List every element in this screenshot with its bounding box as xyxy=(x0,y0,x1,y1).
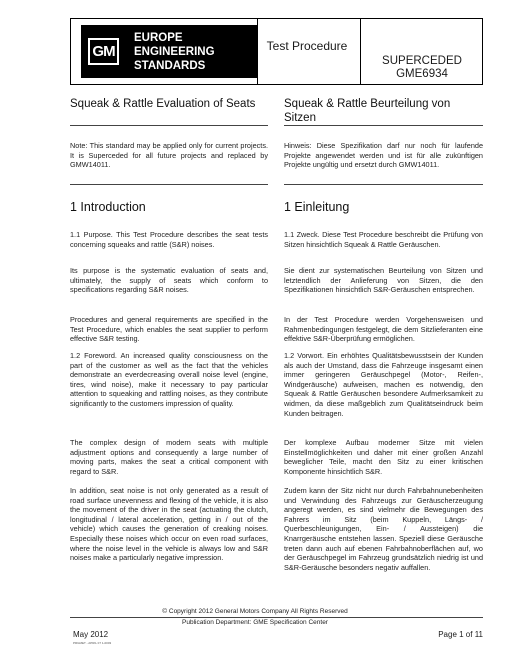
paragraph-de: In der Test Procedure werden Vorgehensweisen und Rahmenbedingungen festgelegt, die dem Sitzlieferanten eine effektive S&R-Überprüfung ermöglichen. xyxy=(284,315,483,344)
org-line-1: EUROPE xyxy=(134,32,183,44)
paragraph-de: Sie dient zur systematischen Beurteilung von Sitzen und letztendlich der Anlieferung von Sitzen, die den Spezifikationen hinsichtlich S&R-Geräuschen entsprechen. xyxy=(284,266,483,295)
gm-logo-block xyxy=(81,25,257,78)
paragraph-de: Zudem kann der Sitz nicht nur durch Fahrbahnunebenheiten und Verwindung des Fahrzeugs zur Geräuscherzeugung angeregt werden, es sind vielmehr die Bewegungen des Fahrers im Sitz (beim Kuppeln, Längs- / Querbeschleunigungen, Ein- / Aussteigen) die Knarrgeräusche entstehen lassen. Speziell diese Geräusche treten dann auch auf ebenen Fahrbahnoberflächen auf, wo der Geräuschpegel im Fahrzeug grundsätzlich niedrig ist und S&R-Geräusche besonders negativ auffallen. xyxy=(284,486,483,572)
section-heading-de: 1 Einleitung xyxy=(284,200,350,214)
note-rule-en xyxy=(70,184,268,185)
org-line-2: ENGINEERING xyxy=(134,46,215,58)
note-rule-de xyxy=(284,184,483,185)
title-de: Squeak & Rattle Beurteilung von Sitzen xyxy=(284,98,451,124)
paragraph-foreword-de: 1.2 Vorwort. Ein erhöhtes Qualitätsbewusstsein der Kunden als auch der Umstand, dass die Fahrzeuge insgesamt einen immer geringeren Geräuschpegel (Motor-, Reifen-, Windgeräusche) aufweisen, machen es notwendig, den Squeak & Rattle Geräuschen besondere Aufmerksamkeit zu widmen, da diese maßgeblich zum Qualitätseindruck beim Kunden beitragen. xyxy=(284,351,483,418)
standard-code: GME6934 xyxy=(396,68,448,80)
standard-status: SUPERCEDED xyxy=(382,55,462,67)
paragraph-en: Procedures and general requirements are specified in the Test Procedure, which enables the seat supplier to perform effective S&R testing. xyxy=(70,315,268,344)
title-rule-de xyxy=(284,125,483,126)
doc-type: Test Procedure xyxy=(266,39,348,53)
org-line-3: STANDARDS xyxy=(134,60,206,72)
copyright-notice: © Copyright 2012 General Motors Company All Rights Reserved xyxy=(162,608,348,615)
page-number: Page 1 of 11 xyxy=(438,630,483,639)
paragraph-foreword-en: 1.2 Foreword. An increased quality consciousness on the part of the customer as well as the fact that the vehicles demonstrate an everdecreasing overall noise level (engine, tires, wind noise), make it necessary to pay particular attention to squeaking and rattling noises, as they contribute significantly to the customers impression of quality. xyxy=(70,351,268,408)
header-box xyxy=(70,18,483,85)
footer-date: May 2012 xyxy=(73,630,109,639)
paragraph-purpose-en: 1.1 Purpose. This Test Procedure describes the seat tests concerning squeaks and rattle (S&R) noises. xyxy=(70,230,268,249)
paragraph-en: In addition, seat noise is not only generated as a result of road surface unevenness and flexing of the vehicle, it is also the movement of the driver in the seat (actuating the clutch, longitudinal / lateral acceleration, getting in / out of the vehicle) which causes the generation of creaking noises. Especially these noises which occur on even road surfaces, where the noise level in the vehicle is always low and S&R noises make a particularly negative impression. xyxy=(70,486,268,563)
paragraph-purpose-de: 1.1 Zweck. Diese Test Procedure beschreibt die Prüfung von Sitzen hinsichtlich Squeak & Rattle Geräuschen. xyxy=(284,230,483,249)
footer-rule xyxy=(70,617,483,618)
publication-department: Publication Department: GME Specification Center xyxy=(182,619,328,626)
title-en: Squeak & Rattle Evaluation of Seats xyxy=(70,98,256,110)
paragraph-en: The complex design of modern seats with multiple adjustment options and consequently a large number of moving parts, makes the seat a critical component with regard to S&R. xyxy=(70,438,268,476)
section-heading-en: 1 Introduction xyxy=(70,200,146,214)
paragraph-en: Its purpose is the systematic evaluation of seats and, ultimately, the supply of seats which conform to specifications regarding S&R noises. xyxy=(70,266,268,295)
gm-logo-icon: GM xyxy=(88,38,119,65)
paragraph-de: Der komplexe Aufbau moderner Sitze mit vielen Einstellmöglichkeiten und daher mit einer großen Anzahl beweglicher Teile, macht den Sitz zu einer kritischen Komponente hinsichtlich S&R. xyxy=(284,438,483,476)
title-rule-en xyxy=(70,125,268,126)
note-de: Hinweis: Diese Spezifikation darf nur noch für laufende Projekte angewendet werden und ist für alle zukünftigen Projekte ungültig und ersetzt durch GMW14011. xyxy=(284,141,483,170)
note-en: Note: This standard may be applied only for current projects. It is Superceded for all future projects and replaced by GMW14011. xyxy=(70,141,268,170)
footer-fine-print: PRGMET - APRIL 07 1-0003 xyxy=(73,641,112,645)
